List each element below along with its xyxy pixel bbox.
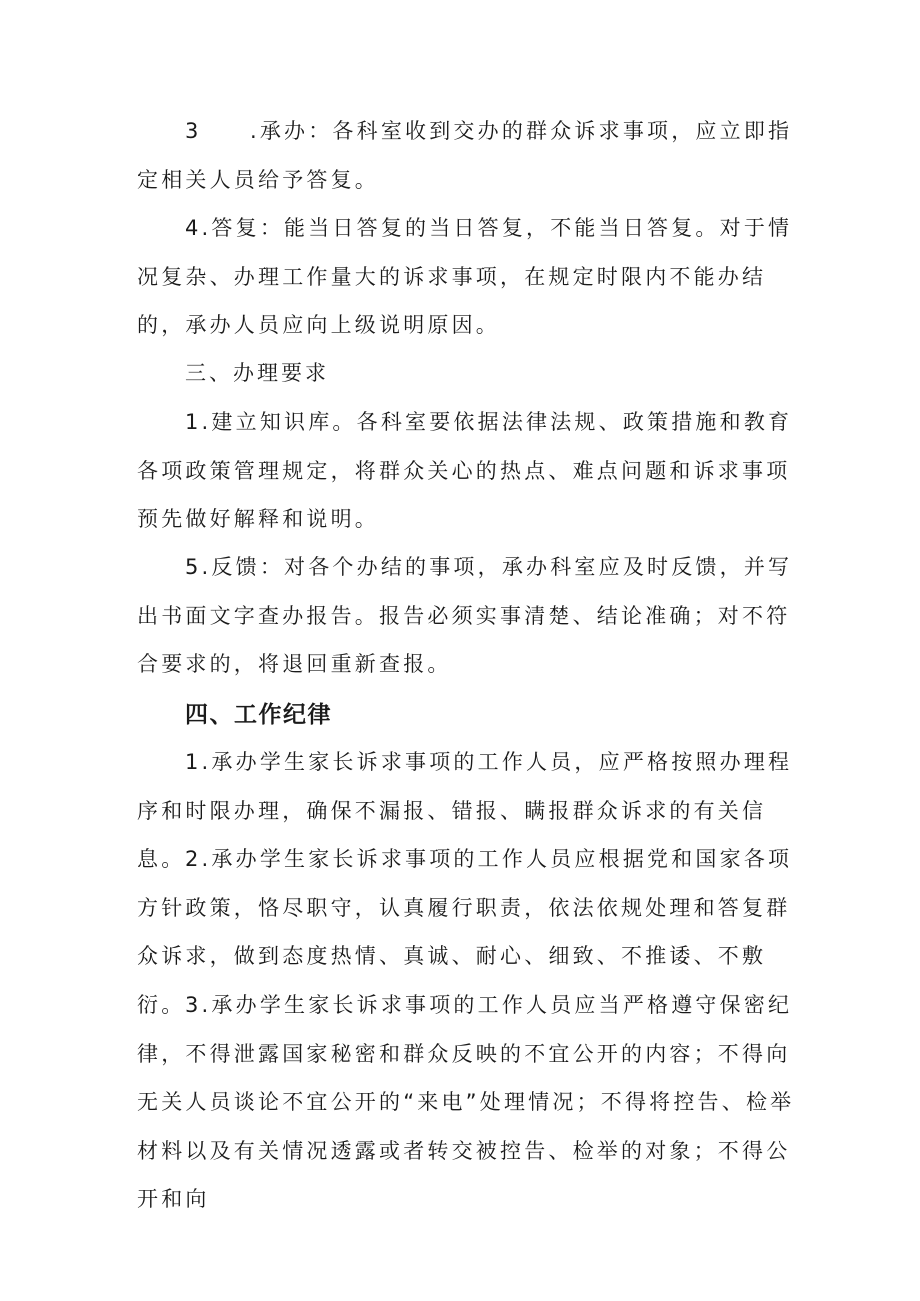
section-heading-discipline: 四、工作纪律	[185, 702, 332, 728]
paragraph-discipline-1: 1.承办学生家长诉求事项的工作人员，应严格按照办理程序和时限办理，确保不漏报、错报、瞒报群众诉求的有关信息。	[137, 750, 793, 871]
paragraph-5-feedback: 5.反馈：对各个办结的事项，承办科室应及时反馈，并写出书面文字查办报告。报告必须实事清楚、结论准确；对不符合要求的，将退回重新查报。	[137, 555, 793, 676]
paragraph-3-undertake: 3 .承办：各科室收到交办的群众诉求事项，应立即指定相关人员给予答复。	[137, 119, 793, 192]
paragraph-1-knowledge-base: 1.建立知识库。各科室要依据法律法规、政策措施和教育各项政策管理规定，将群众关心的热点、难点问题和诉求事项预先做好解释和说明。	[137, 410, 793, 531]
section-heading-requirements: 三、办理要求	[185, 361, 329, 385]
paragraph-4-reply: 4.答复：能当日答复的当日答复，不能当日答复。对于情况复杂、办理工作量大的诉求事项，在规定时限内不能办结的，承办人员应向上级说明原因。	[137, 216, 793, 337]
paragraph-discipline-3: 3.承办学生家长诉求事项的工作人员应当严格遵守保密纪律，不得泄露国家秘密和群众反映的不宜公开的内容；不得向无关人员谈论不宜公开的“来电”处理情况；不得将控告、检举材料以及有关情况透露或者转交被控告、检举的对象；不得公开和向	[137, 993, 795, 1211]
paragraph-discipline-2: 2.承办学生家长诉求事项的工作人员应根据党和国家各项方针政策，恪尽职守，认真履行职责，依法依规处理和答复群众诉求，做到态度热情、真诚、耐心、细致、不推诿、不敷衍。	[137, 847, 793, 1017]
